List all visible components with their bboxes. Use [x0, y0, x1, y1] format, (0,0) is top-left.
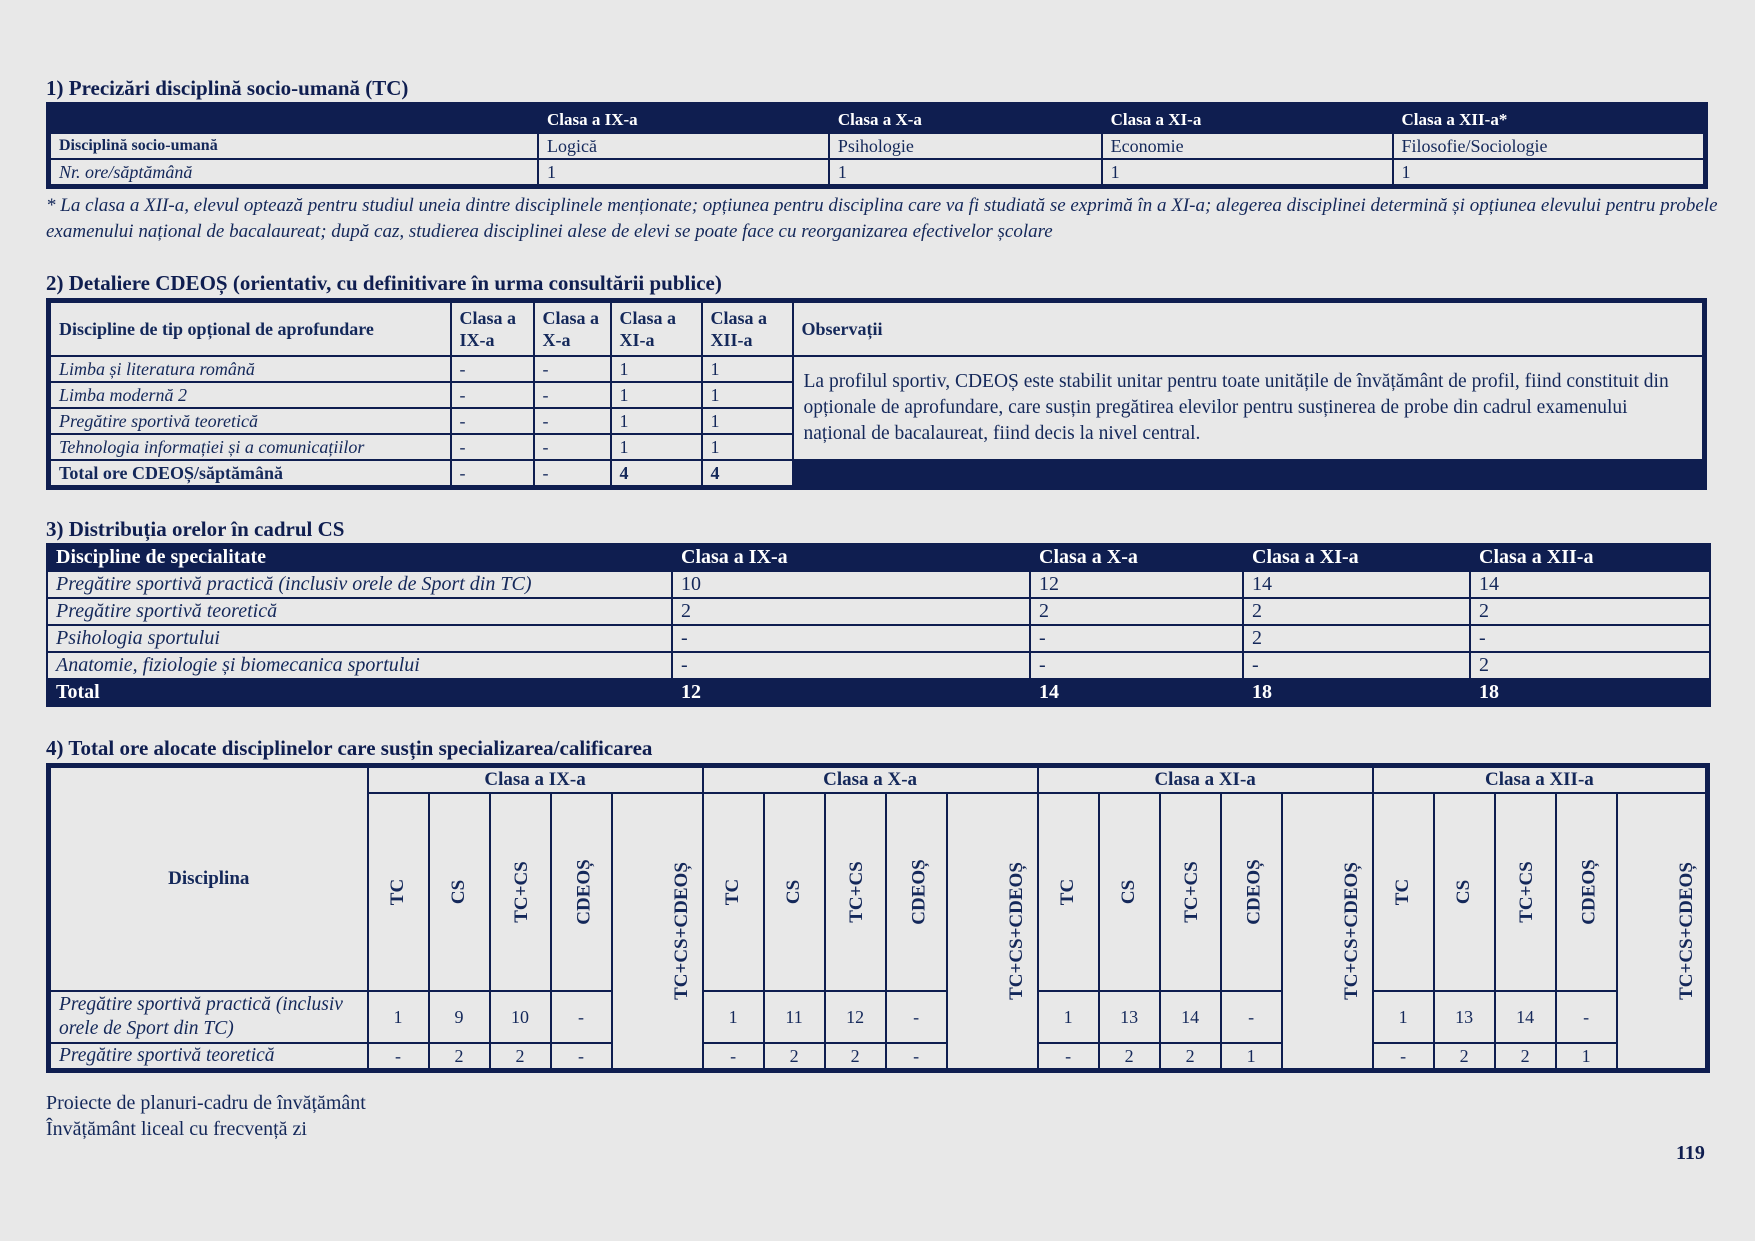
cs-distribution-table — [46, 543, 1711, 707]
row-label: Pregătire sportivă teoretică — [49, 408, 451, 434]
cell: - — [703, 1043, 764, 1071]
cell: Filosofie/Sociologie — [1393, 133, 1706, 159]
observation-text: La profilul sportiv, CDEOȘ este stabilit unitar pentru toate unitățile de învățământ de profil, fiind constituit din opționale de aprofundare, care susțin pregătirea elevilor pentru susținerea de probe din cadrul examenului național de bacalaureat, fiind decis la nivel central. — [793, 356, 1705, 460]
cell: 1 — [611, 356, 702, 382]
table-row — [47, 625, 1710, 652]
cell: 2 — [1160, 1043, 1221, 1071]
group-header-row — [49, 766, 1708, 794]
page-number: 119 — [1676, 1142, 1705, 1164]
subheader-label: TC+CS+CDEOȘ — [670, 862, 692, 1000]
cell: 1 — [368, 991, 429, 1043]
subheader-label: TC — [1057, 878, 1079, 906]
subheader-cell-total — [1282, 793, 1373, 1071]
cell: 2 — [1243, 598, 1470, 625]
section2-title: 2) Detaliere CDEOȘ (orientativ, cu definitivare în urma consultării publice) — [46, 271, 722, 295]
cell: 2 — [1434, 1043, 1495, 1071]
cell: - — [672, 652, 1030, 679]
table-row — [49, 356, 1705, 382]
cell: 1 — [611, 408, 702, 434]
cell: - — [534, 460, 611, 488]
cell: 12 — [1030, 571, 1243, 598]
header-cell: Discipline de specialitate — [47, 544, 672, 571]
subheader-label: CDEOȘ — [1243, 859, 1265, 925]
row-label: Pregătire sportivă teoretică — [49, 1043, 368, 1071]
header-cell: Clasa a XII-a — [702, 301, 793, 357]
cdeos-table — [46, 298, 1707, 490]
footnote: * La clasa a XII-a, elevul optează pentru studiul uneia dintre disciplinele menționate; opțiunea pentru disciplina care va fi studiată se exprimă în a XI-a; alegerea disciplinei determină și opțiunea elevului pentru probele examenului național de bacalaureat; după caz, studierea disciplinei alese de elevi se poate face cu reorganizarea efectivelor școlare — [46, 195, 1718, 242]
row-label: Anatomie, fiziologie și biomecanica sportului — [47, 652, 672, 679]
filler-cell — [793, 460, 1705, 488]
cell: - — [1030, 652, 1243, 679]
cell: 2 — [764, 1043, 825, 1071]
cell: Psihologie — [829, 133, 1102, 159]
subheader-cell — [1434, 793, 1495, 991]
cell: 14 — [1030, 679, 1243, 706]
cell: - — [1556, 991, 1617, 1043]
subheader-cell — [551, 793, 612, 991]
cell: - — [534, 434, 611, 460]
disciplina-header: Disciplina — [49, 766, 368, 992]
cell: 2 — [1030, 598, 1243, 625]
cell: 4 — [611, 460, 702, 488]
cell: - — [1038, 1043, 1099, 1071]
subheader-cell — [1221, 793, 1282, 991]
header-cell: Clasa a IX-a — [538, 105, 829, 134]
row-label: Pregătire sportivă practică (inclusiv orele de Sport din TC) — [47, 571, 672, 598]
total-hours-table — [46, 763, 1710, 1073]
cell: 14 — [1495, 991, 1556, 1043]
subheader-cell — [1373, 793, 1434, 991]
cell: - — [1221, 991, 1282, 1043]
cell: - — [1373, 1043, 1434, 1071]
table-row — [49, 133, 1706, 159]
cell: 18 — [1243, 679, 1470, 706]
table-row — [49, 159, 1706, 187]
section4-title: 4) Total ore alocate disciplinelor care susțin specializarea/calificarea — [46, 736, 653, 760]
row-label: Nr. ore/săptămână — [49, 159, 538, 187]
cell: 12 — [825, 991, 886, 1043]
cell: 1 — [1373, 991, 1434, 1043]
header-cell: Clasa a XII-a — [1470, 544, 1710, 571]
table-row — [47, 652, 1710, 679]
table-row — [49, 1043, 1708, 1071]
cell: - — [451, 408, 534, 434]
cell: - — [672, 625, 1030, 652]
cell: 10 — [672, 571, 1030, 598]
cell: 2 — [490, 1043, 551, 1071]
cell: - — [551, 991, 612, 1043]
cell: - — [1470, 625, 1710, 652]
cell: 1 — [611, 434, 702, 460]
subheader-label: CS — [1453, 879, 1475, 905]
table-header-row — [49, 105, 1706, 134]
cell: - — [886, 1043, 947, 1071]
cell: Economie — [1102, 133, 1393, 159]
row-label: Limba și literatura română — [49, 356, 451, 382]
total-row — [49, 460, 1705, 488]
header-cell: Clasa a XI-a — [611, 301, 702, 357]
header-cell: Clasa a X-a — [534, 301, 611, 357]
cell: 1 — [702, 382, 793, 408]
subheader-cell — [368, 793, 429, 991]
socio-uman-table — [46, 102, 1708, 189]
cell: 2 — [1470, 652, 1710, 679]
footer-line: Învățământ liceal cu frecvență zi — [46, 1118, 307, 1140]
subheader-label: CDEOȘ — [908, 859, 930, 925]
subheader-label: TC+CS — [1180, 861, 1202, 923]
cell: 2 — [1099, 1043, 1160, 1071]
cell: 9 — [429, 991, 490, 1043]
subheader-label: TC+CS — [510, 861, 532, 923]
subheader-cell-total — [947, 793, 1038, 1071]
cell: 2 — [429, 1043, 490, 1071]
subheader-cell — [886, 793, 947, 991]
cell: 4 — [702, 460, 793, 488]
subheader-label: CDEOȘ — [573, 859, 595, 925]
subheader-cell — [490, 793, 551, 991]
subheader-label: TC+CS — [1515, 861, 1537, 923]
row-label: Limba modernă 2 — [49, 382, 451, 408]
cell: Logică — [538, 133, 829, 159]
subheader-cell — [1495, 793, 1556, 991]
cell: - — [886, 991, 947, 1043]
header-cell: Discipline de tip opțional de aprofundare — [49, 301, 451, 357]
header-cell: Clasa a XI-a — [1243, 544, 1470, 571]
subheader-cell — [1099, 793, 1160, 991]
header-cell: Clasa a XII-a* — [1393, 105, 1706, 134]
group-header: Clasa a XII-a — [1373, 766, 1708, 794]
cell: 11 — [764, 991, 825, 1043]
subheader-cell-total — [612, 793, 703, 1071]
header-cell: Clasa a IX-a — [672, 544, 1030, 571]
subheader-label: TC — [1392, 878, 1414, 906]
subheader-cell — [429, 793, 490, 991]
subheader-cell — [1556, 793, 1617, 991]
subheader-cell — [1160, 793, 1221, 991]
cell: - — [451, 460, 534, 488]
cell: 14 — [1160, 991, 1221, 1043]
cell: 13 — [1434, 991, 1495, 1043]
cell: - — [1030, 625, 1243, 652]
subheader-label: TC+CS — [845, 861, 867, 923]
subheader-label: TC+CS+CDEOȘ — [1675, 862, 1697, 1000]
subheader-label: TC — [722, 878, 744, 906]
cell: 2 — [1495, 1043, 1556, 1071]
row-label: Tehnologia informației și a comunicațiilor — [49, 434, 451, 460]
subheader-label: CDEOȘ — [1578, 859, 1600, 925]
cell: 1 — [1038, 991, 1099, 1043]
cell: 12 — [672, 679, 1030, 706]
subheader-label: TC+CS+CDEOȘ — [1340, 862, 1362, 1000]
section1-title: 1) Precizări disciplină socio-umană (TC) — [46, 76, 409, 100]
cell: - — [1243, 652, 1470, 679]
subheader-cell — [764, 793, 825, 991]
cell: - — [451, 434, 534, 460]
cell: 13 — [1099, 991, 1160, 1043]
cell: 2 — [825, 1043, 886, 1071]
section3-title: 3) Distribuția orelor în cadrul CS — [46, 517, 345, 541]
total-label: Total — [47, 679, 672, 706]
cell: - — [368, 1043, 429, 1071]
cell: - — [534, 382, 611, 408]
subheader-cell — [1038, 793, 1099, 991]
subheader-cell — [703, 793, 764, 991]
cell: 1 — [1393, 159, 1706, 187]
cell: 1 — [703, 991, 764, 1043]
row-label: Psihologia sportului — [47, 625, 672, 652]
header-cell — [49, 105, 538, 134]
cell: - — [451, 382, 534, 408]
cell: 1 — [1221, 1043, 1282, 1071]
header-cell: Clasa a XI-a — [1102, 105, 1393, 134]
subheader-label: CS — [447, 879, 469, 905]
header-cell: Observații — [793, 301, 1705, 357]
cell: 18 — [1470, 679, 1710, 706]
cell: 1 — [702, 434, 793, 460]
total-row — [47, 679, 1710, 706]
cell: 1 — [538, 159, 829, 187]
cell: 1 — [611, 382, 702, 408]
cell: 2 — [1470, 598, 1710, 625]
group-header: Clasa a IX-a — [368, 766, 703, 794]
subheader-label: CS — [783, 879, 805, 905]
header-cell: Clasa a X-a — [829, 105, 1102, 134]
subheader-label: CS — [1118, 879, 1140, 905]
table-header-row — [49, 301, 1705, 357]
table-row — [47, 598, 1710, 625]
total-label: Total ore CDEOȘ/săptămână — [49, 460, 451, 488]
cell: 1 — [1556, 1043, 1617, 1071]
subheader-cell-total — [1617, 793, 1708, 1071]
cell: 14 — [1243, 571, 1470, 598]
row-label: Disciplină socio-umană — [49, 133, 538, 159]
cell: 10 — [490, 991, 551, 1043]
row-label: Pregătire sportivă teoretică — [47, 598, 672, 625]
cell: 1 — [1102, 159, 1393, 187]
table-header-row — [47, 544, 1710, 571]
subheader-cell — [825, 793, 886, 991]
table-row — [47, 571, 1710, 598]
document-footer — [46, 1090, 366, 1142]
cell: - — [534, 408, 611, 434]
cell: 14 — [1470, 571, 1710, 598]
cell: - — [551, 1043, 612, 1071]
footer-line: Proiecte de planuri-cadru de învățământ — [46, 1092, 366, 1114]
header-cell: Clasa a IX-a — [451, 301, 534, 357]
table-row — [49, 991, 1708, 1043]
group-header: Clasa a XI-a — [1038, 766, 1373, 794]
cell: - — [534, 356, 611, 382]
cell: 1 — [702, 356, 793, 382]
subheader-label: TC — [387, 878, 408, 906]
cell: 2 — [1243, 625, 1470, 652]
cell: 1 — [702, 408, 793, 434]
cell: 1 — [829, 159, 1102, 187]
subheader-label: TC+CS+CDEOȘ — [1005, 862, 1027, 1000]
group-header: Clasa a X-a — [703, 766, 1038, 794]
cell: 2 — [672, 598, 1030, 625]
cell: - — [451, 356, 534, 382]
header-cell: Clasa a X-a — [1030, 544, 1243, 571]
row-label: Pregătire sportivă practică (inclusiv orele de Sport din TC) — [49, 991, 368, 1043]
